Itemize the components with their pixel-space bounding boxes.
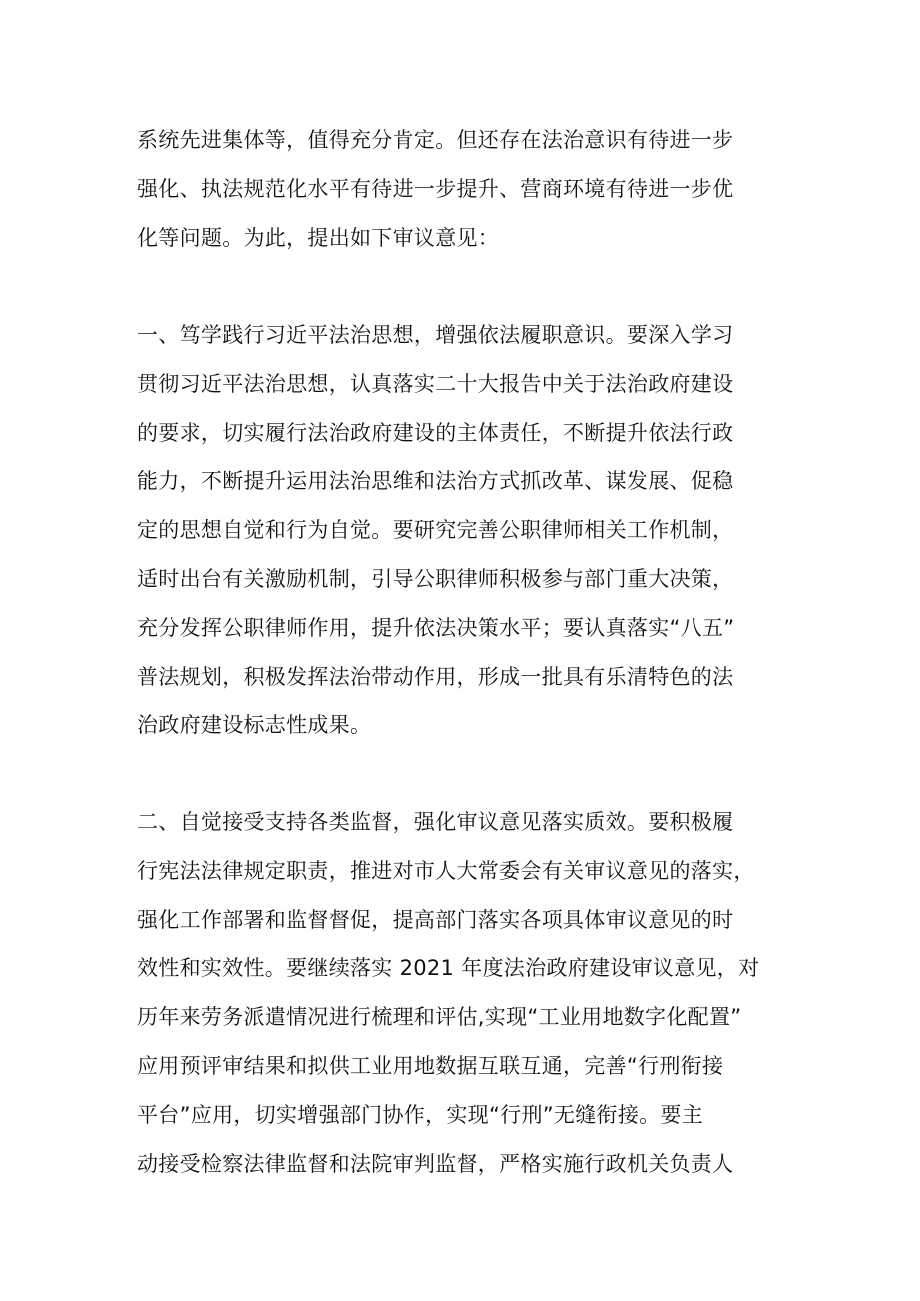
text-line: 效性和实效性。要继续落实 2021 年度法治政府建设审议意见，对 — [137, 956, 760, 981]
text-line: 应用预评审结果和拟供工业用地数据互联互通，完善“行刑衔接 — [137, 1053, 724, 1078]
text-line: 化等问题。为此，提出如下审议意见： — [137, 225, 500, 250]
text-line: 行宪法法律规定职责，推进对市人大常委会有关审议意见的落实， — [137, 858, 755, 883]
paragraph-section-two — [137, 798, 797, 1188]
text-line: 贯彻习近平法治思想，认真落实二十大报告中关于法治政府建设 — [137, 371, 734, 396]
text-line: 一、笃学践行习近平法治思想，增强依法履职意识。要深入学习 — [137, 323, 734, 347]
paragraph-intro — [137, 116, 797, 262]
text-line: 强化、执法规范化水平有待进一步提升、营商环境有待进一步优 — [137, 176, 734, 201]
text-line: 的要求，切实履行法治政府建设的主体责任，不断提升依法行政 — [137, 420, 734, 445]
text-line: 系统先进集体等，值得充分肯定。但还存在法治意识有待进一步 — [137, 128, 734, 152]
text-line: 平台”应用，切实增强部门协作，实现“行刑”无缝衔接。要主 — [137, 1102, 704, 1127]
text-line: 动接受检察法律监督和法院审判监督，严格实施行政机关负责人 — [137, 1151, 734, 1176]
text-line: 强化工作部署和监督督促，提高部门落实各项具体审议意见的时 — [137, 907, 734, 932]
text-line: 能力，不断提升运用法治思维和法治方式抓改革、谋发展、促稳 — [137, 469, 734, 494]
text-line: 适时出台有关激励机制，引导公职律师积极参与部门重大决策， — [137, 566, 734, 591]
text-line: 治政府建设标志性成果。 — [137, 713, 372, 738]
paragraph-section-one — [137, 311, 797, 750]
text-line: 二、自觉接受支持各类监督，强化审议意见落实质效。要积极履 — [137, 810, 734, 834]
text-line: 普法规划，积极发挥法治带动作用，形成一批具有乐清特色的法 — [137, 664, 734, 689]
text-line: 充分发挥公职律师作用，提升依法决策水平；要认真落实“八五” — [137, 615, 735, 640]
text-line: 定的思想自觉和行为自觉。要研究完善公职律师相关工作机制， — [137, 518, 734, 543]
text-line: 历年来劳务派遣情况进行梳理和评估,实现“工业用地数字化配置” — [137, 1005, 742, 1030]
